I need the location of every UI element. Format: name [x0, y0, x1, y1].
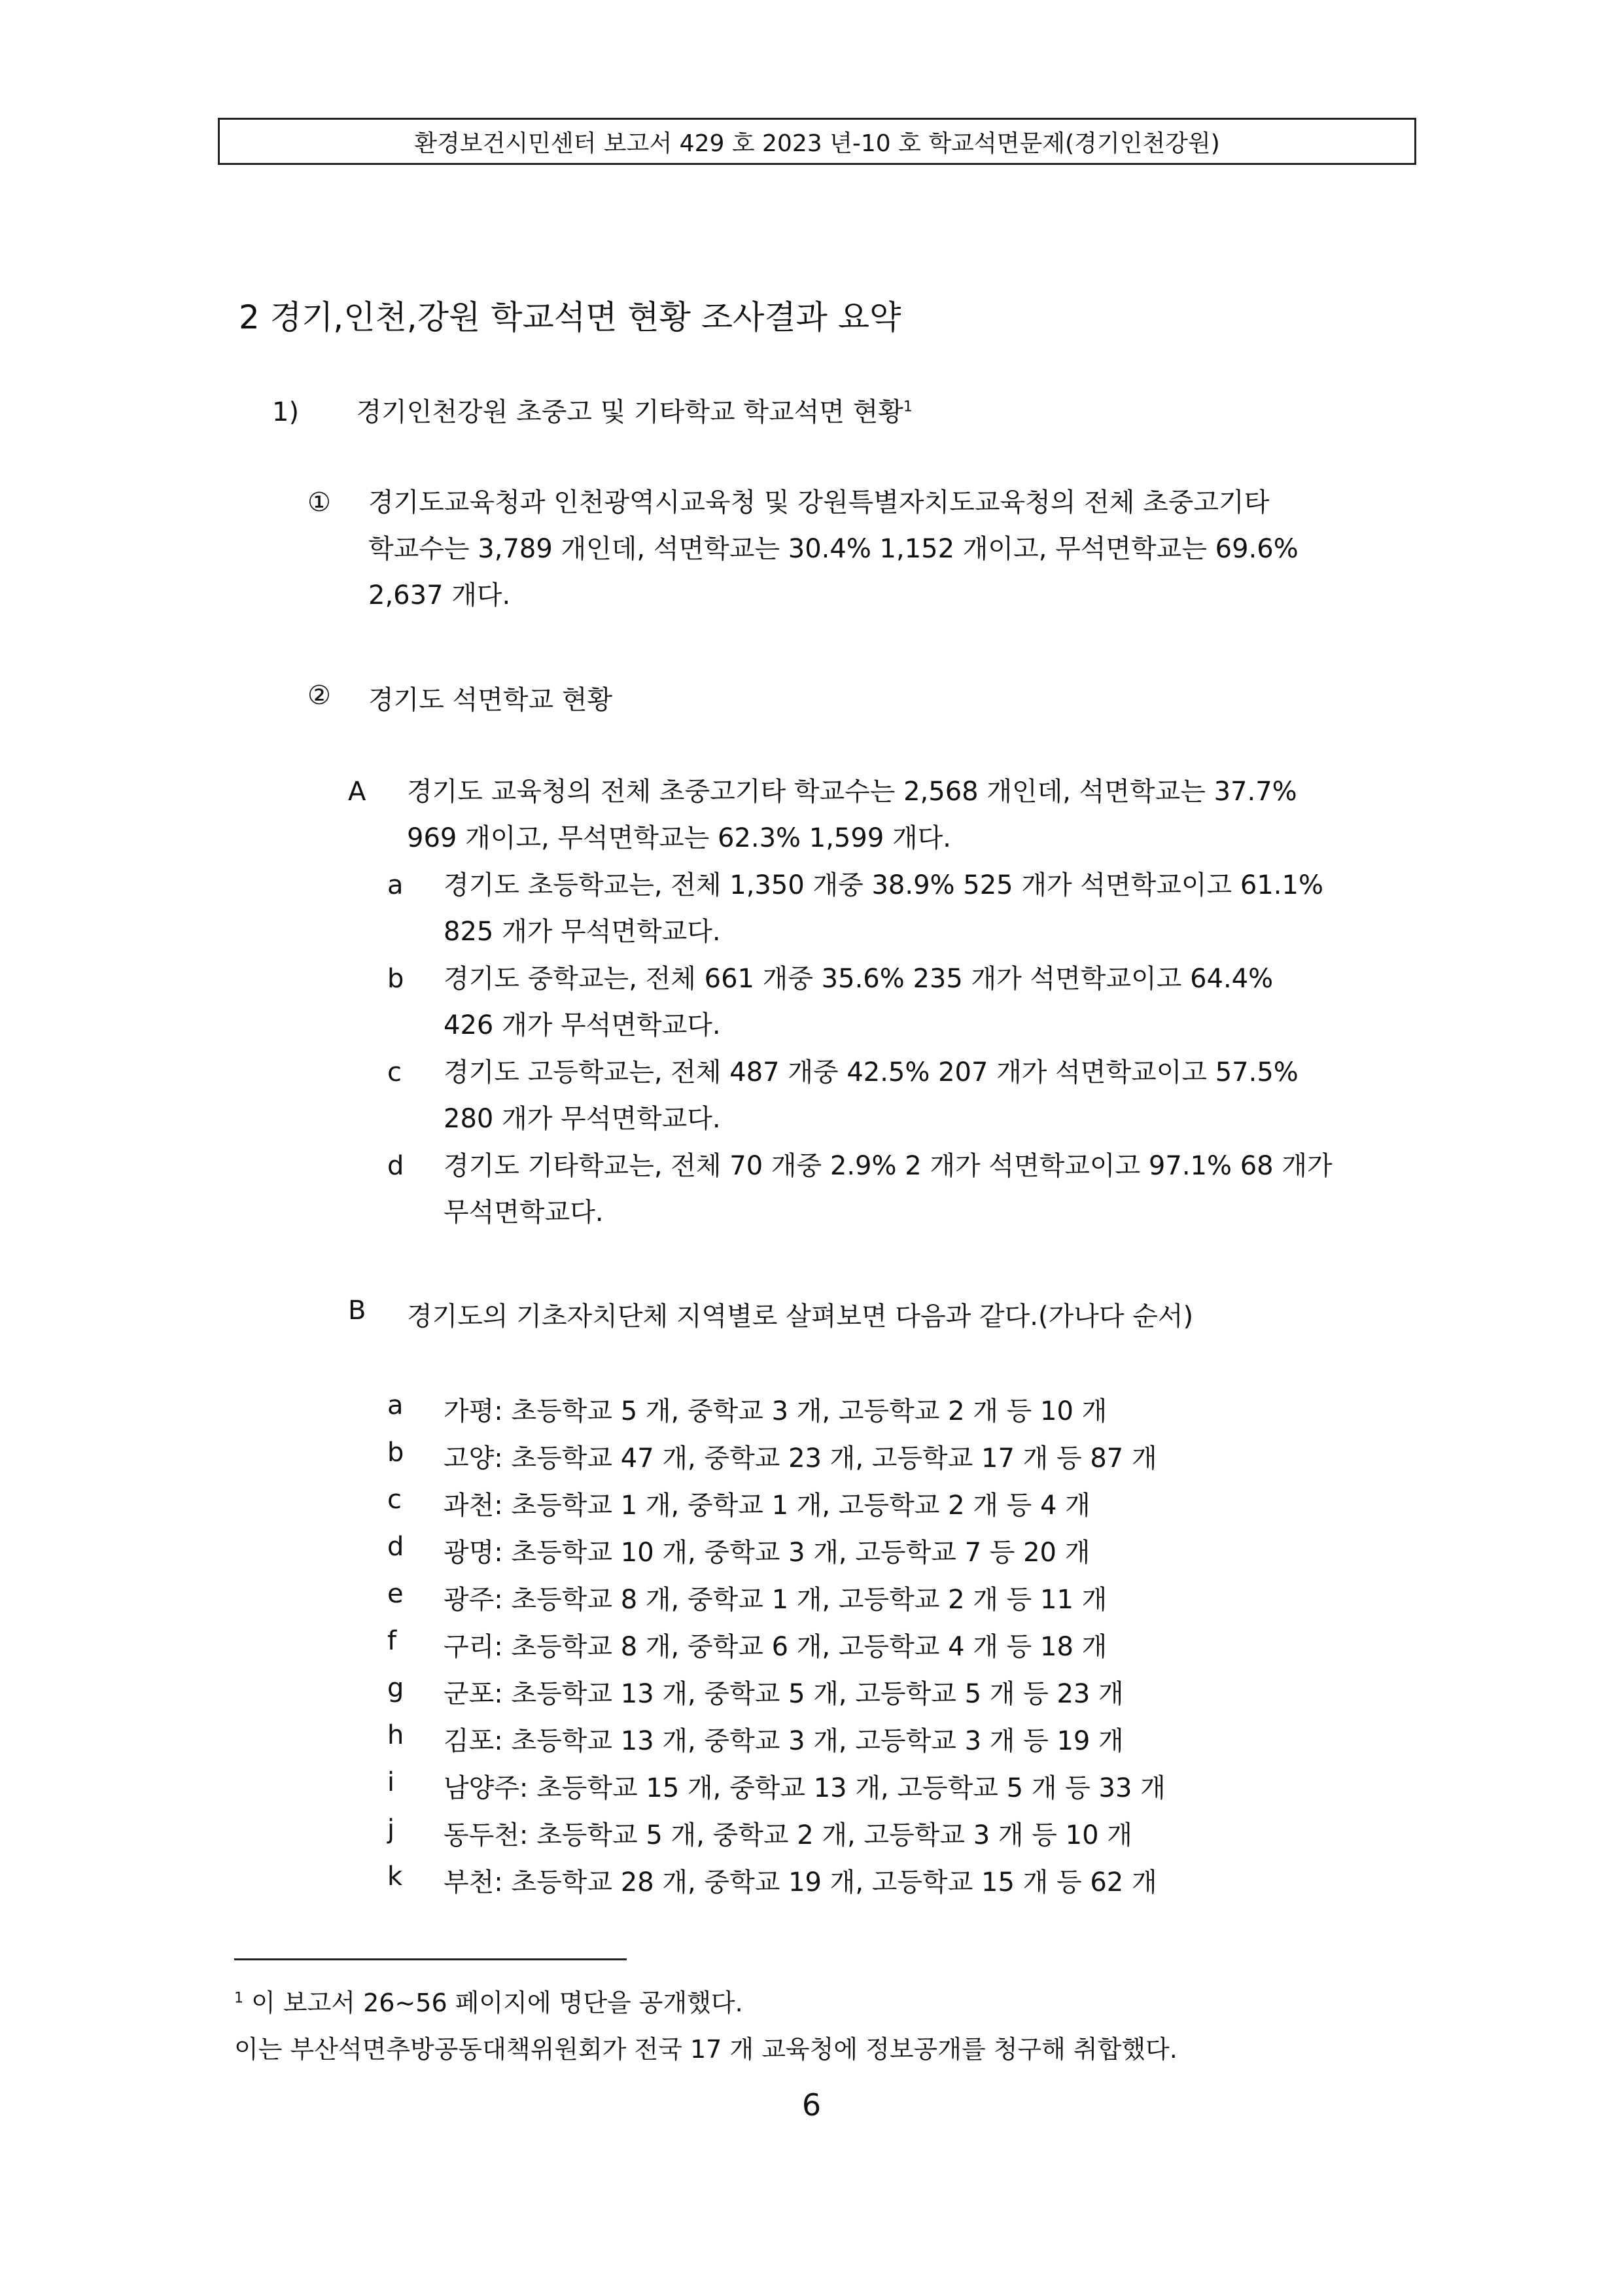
region-item: 가평: 초등학교 5 개, 중학교 3 개, 고등학교 2 개 등 10 개 — [444, 1396, 1108, 1426]
pointA-sub-d — [444, 1143, 1333, 1236]
pointA-sub-c-line-1: 경기도 고등학교는, 전체 487 개중 42.5% 207 개가 석면학교이고 57.5% — [444, 1057, 1299, 1087]
region-item: 광주: 초등학교 8 개, 중학교 1 개, 고등학교 2 개 등 11 개 — [444, 1585, 1108, 1615]
region-marker: b — [387, 1438, 404, 1468]
footnote-line-1 — [234, 1983, 743, 2019]
region-item: 동두천: 초등학교 5 개, 중학교 2 개, 고등학교 3 개 등 10 개 — [444, 1820, 1132, 1850]
footnote-divider — [234, 1958, 627, 1960]
pointA-sub-d-marker: d — [387, 1151, 404, 1181]
item1-line-2: 학교수는 3,789 개인데, 석면학교는 30.4% 1,152 개이고, 무석면학교는 69.6% — [368, 534, 1299, 564]
pointB-marker: B — [348, 1296, 366, 1326]
pointA-line-1: 경기도 교육청의 전체 초중고기타 학교수는 2,568 개인데, 석면학교는 37.7% — [407, 777, 1297, 807]
pointA-sub-d-line-1: 경기도 기타학교는, 전체 70 개중 2.9% 2 개가 석면학교이고 97.1% 68 개가 — [444, 1151, 1333, 1181]
region-item: 광명: 초등학교 10 개, 중학교 3 개, 고등학교 7 등 20 개 — [444, 1538, 1091, 1568]
region-item: 고양: 초등학교 47 개, 중학교 23 개, 고등학교 17 개 등 87 개 — [444, 1443, 1157, 1474]
pointA-sub-b-line-1: 경기도 중학교는, 전체 661 개중 35.6% 235 개가 석면학교이고 64.4% — [444, 964, 1274, 994]
pointA-sub-b-line-2: 426 개가 무석면학교다. — [444, 1010, 721, 1040]
footnote-ref: 1 — [903, 398, 913, 415]
report-header-title: 환경보건시민센터 보고서 429 호 2023 년-10 호 학교석면문제(경기인천강원) — [414, 130, 1220, 157]
pointA-sub-a-marker: a — [387, 870, 404, 900]
region-item: 부천: 초등학교 28 개, 중학교 19 개, 고등학교 15 개 등 62 개 — [444, 1867, 1157, 1898]
pointA-sub-b — [444, 956, 1273, 1049]
pointA-sub-d-line-2: 무석면학교다. — [444, 1197, 604, 1227]
region-marker: d — [387, 1532, 404, 1562]
region-item: 군포: 초등학교 13 개, 중학교 5 개, 고등학교 5 개 등 23 개 — [444, 1679, 1124, 1709]
pointA-sub-c-line-2: 280 개가 무석면학교다. — [444, 1104, 721, 1134]
pointA-sub-c-marker: c — [387, 1057, 402, 1087]
item2-marker: ② — [307, 680, 331, 711]
report-header — [218, 118, 1416, 165]
region-marker: j — [387, 1814, 395, 1845]
item1-line-1: 경기도교육청과 인천광역시교육청 및 강원특별자치도교육청의 전체 초중고기타 — [368, 487, 1270, 518]
item2-title: 경기도 석면학교 현황 — [368, 685, 613, 715]
subsection-text: 경기인천강원 초중고 및 기타학교 학교석면 현황 — [356, 397, 903, 427]
pointA-paragraph — [407, 769, 1297, 862]
footnote-number: 1 — [234, 1990, 243, 2007]
footnote-line-2: 이는 부산석면추방공동대책위원회가 전국 17 개 교육청에 정보공개를 청구해 취합했다. — [234, 2035, 1178, 2064]
footnote-text-1: 이 보고서 26~56 페이지에 명단을 공개했다. — [243, 1988, 743, 2017]
subsection-label: 1) — [272, 397, 300, 427]
region-marker: i — [387, 1767, 395, 1797]
item1-marker: ① — [307, 487, 331, 518]
page-number: 6 — [801, 2087, 822, 2123]
pointA-sub-a — [444, 862, 1323, 955]
pointA-marker: A — [348, 777, 366, 807]
region-item: 구리: 초등학교 8 개, 중학교 6 개, 고등학교 4 개 등 18 개 — [444, 1632, 1108, 1662]
region-item: 남양주: 초등학교 15 개, 중학교 13 개, 고등학교 5 개 등 33 개 — [444, 1773, 1166, 1803]
region-marker: g — [387, 1673, 404, 1703]
subsection-title — [272, 391, 913, 429]
region-marker: e — [387, 1579, 404, 1609]
pointA-sub-a-line-1: 경기도 초등학교는, 전체 1,350 개중 38.9% 525 개가 석면학교이고 61.1% — [444, 870, 1323, 900]
pointA-sub-a-line-2: 825 개가 무석면학교다. — [444, 917, 721, 947]
region-marker: a — [387, 1390, 404, 1421]
region-marker: k — [387, 1862, 403, 1892]
section-title: 2 경기,인천,강원 학교석면 현황 조사결과 요약 — [239, 298, 901, 336]
region-item: 과천: 초등학교 1 개, 중학교 1 개, 고등학교 2 개 등 4 개 — [444, 1491, 1091, 1521]
region-marker: h — [387, 1720, 404, 1750]
region-item: 김포: 초등학교 13 개, 중학교 3 개, 고등학교 3 개 등 19 개 — [444, 1726, 1124, 1756]
region-marker: f — [387, 1626, 397, 1656]
item1-line-3: 2,637 개다. — [368, 580, 511, 610]
region-marker: c — [387, 1485, 402, 1515]
pointB-title: 경기도의 기초자치단체 지역별로 살펴보면 다음과 같다.(가나다 순서) — [407, 1301, 1194, 1332]
pointA-line-2: 969 개이고, 무석면학교는 62.3% 1,599 개다. — [407, 823, 951, 853]
pointA-sub-c — [444, 1050, 1299, 1142]
pointA-sub-b-marker: b — [387, 964, 404, 994]
item1-paragraph — [368, 480, 1299, 619]
